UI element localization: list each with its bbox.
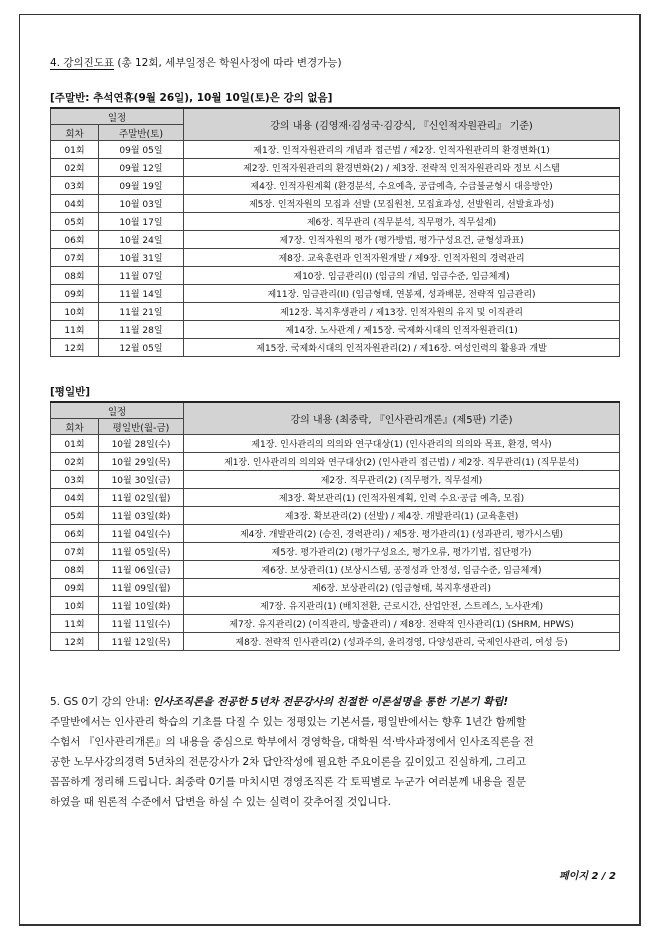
weekday-schedule-header: 일정 bbox=[51, 402, 184, 419]
weekend-round-cell: 02회 bbox=[51, 159, 99, 177]
page-number: 페이지 2 / 2 bbox=[559, 871, 616, 882]
table-row bbox=[51, 195, 620, 213]
weekend-round-header: 회차 bbox=[51, 125, 99, 141]
weekday-date-cell: 10월 30일(금) bbox=[99, 471, 184, 489]
weekend-round-cell: 08회 bbox=[51, 267, 99, 285]
table-row bbox=[51, 321, 620, 339]
table-row bbox=[51, 597, 620, 615]
weekday-content-cell: 제5장. 평가관리(2) (평가구성요소, 평가오류, 평가기법, 집단평가) bbox=[184, 543, 620, 561]
weekday-content-cell: 제7장. 유지관리(2) (이직관리, 방출관리) / 제8장. 전략적 인사관리(1) (SHRM, HPWS) bbox=[184, 615, 620, 633]
weekend-date-cell: 11월 28일 bbox=[99, 321, 184, 339]
weekday-content-cell: 제3장. 확보관리(2) (선발) / 제4장. 개발관리(1) (교육훈련) bbox=[184, 507, 620, 525]
table-row bbox=[51, 615, 620, 633]
weekday-round-header: 회차 bbox=[51, 419, 99, 435]
weekend-content-cell: 제6장. 직무관리 (직무분석, 직무평가, 직무설계) bbox=[184, 213, 620, 231]
weekend-date-cell: 10월 31일 bbox=[99, 249, 184, 267]
section5-title-prefix: 5. GS 0기 강의 안내: bbox=[50, 696, 153, 708]
weekend-schedule-table bbox=[50, 107, 620, 357]
weekend-content-cell: 제1장. 인적자원관리의 개념과 접근법 / 제2장. 인적자원관리의 환경변화(1) bbox=[184, 141, 620, 159]
weekday-round-cell: 02회 bbox=[51, 453, 99, 471]
weekday-table-body bbox=[51, 435, 620, 651]
table-row bbox=[51, 285, 620, 303]
weekday-date-cell: 11월 02일(월) bbox=[99, 489, 184, 507]
weekend-content-cell: 제11장. 임금관리(II) (임금형태, 연봉제, 성과배분, 전략적 임금관리) bbox=[184, 285, 620, 303]
weekend-content-cell: 제8장. 교육훈련과 인적자원개발 / 제9장. 인적자원의 경력관리 bbox=[184, 249, 620, 267]
table-row bbox=[51, 579, 620, 597]
table-row bbox=[51, 525, 620, 543]
weekend-content-cell: 제12장. 복지후생관리 / 제13장. 인적자원의 유지 및 이직관리 bbox=[184, 303, 620, 321]
weekday-date-cell: 11월 04일(수) bbox=[99, 525, 184, 543]
table-row bbox=[51, 159, 620, 177]
weekend-content-cell: 제15장. 국제화시대의 인적자원관리(2) / 제16장. 여성인력의 활용과 개발 bbox=[184, 339, 620, 357]
weekday-content-cell: 제3장. 확보관리(1) (인적자원계획, 인력 수요·공급 예측, 모집) bbox=[184, 489, 620, 507]
weekday-date-cell: 11월 11일(수) bbox=[99, 615, 184, 633]
section5-title bbox=[50, 692, 625, 712]
weekday-date-cell: 10월 29일(목) bbox=[99, 453, 184, 471]
table-row bbox=[51, 231, 620, 249]
table-row bbox=[51, 339, 620, 357]
weekend-content-cell: 제5장. 인적자원의 모집과 선발 (모집원천, 모집효과성, 선발원리, 선발효과성) bbox=[184, 195, 620, 213]
weekend-label: [주말반: 추석연휴(9월 26일), 10월 10일(토)은 강의 없음] bbox=[50, 92, 333, 104]
weekday-content-cell: 제1장. 인사관리의 의의와 연구대상(1) (인사관리의 의의와 목표, 환경, 역사) bbox=[184, 435, 620, 453]
section5-line: 하였을 때 원론적 수준에서 답변을 하실 수 있는 실력이 갖추어질 것입니다. bbox=[50, 796, 392, 808]
table-row bbox=[51, 141, 620, 159]
weekday-content-cell: 제1장. 인사관리의 의의와 연구대상(2) (인사관리 접근법) / 제2장. 직무관리(1) (직무분석) bbox=[184, 453, 620, 471]
weekday-label: [평일반] bbox=[50, 386, 91, 398]
weekday-round-cell: 10회 bbox=[51, 597, 99, 615]
table-row bbox=[51, 453, 620, 471]
weekday-round-cell: 03회 bbox=[51, 471, 99, 489]
weekday-schedule-table bbox=[50, 401, 620, 651]
weekend-content-cell: 제2장. 인적자원관리의 환경변화(2) / 제3장. 전략적 인적자원관리와 정보 시스템 bbox=[184, 159, 620, 177]
weekend-date-cell: 11월 07일 bbox=[99, 267, 184, 285]
weekday-round-cell: 11회 bbox=[51, 615, 99, 633]
table-row bbox=[51, 267, 620, 285]
weekend-date-cell: 11월 21일 bbox=[99, 303, 184, 321]
weekday-date-cell: 11월 12일(목) bbox=[99, 633, 184, 651]
weekday-date-cell: 11월 03일(화) bbox=[99, 507, 184, 525]
section4-number: 4. 강의진도표 bbox=[50, 57, 115, 69]
weekend-date-cell: 10월 17일 bbox=[99, 213, 184, 231]
table-row bbox=[51, 507, 620, 525]
weekend-content-cell: 제10장. 임금관리(I) (임금의 개념, 임금수준, 임금체계) bbox=[184, 267, 620, 285]
weekend-date-cell: 12월 05일 bbox=[99, 339, 184, 357]
weekend-content-cell: 제14장. 노사관계 / 제15장. 국제화시대의 인적자원관리(1) bbox=[184, 321, 620, 339]
weekend-schedule-header: 일정 bbox=[51, 108, 184, 125]
table-row bbox=[51, 177, 620, 195]
table-row bbox=[51, 561, 620, 579]
section5-line: 수험서 『인사관리개론』의 내용을 중심으로 학부에서 경영학을, 대학원 석·박사과정에서 인사조직론을 전 bbox=[50, 736, 534, 748]
section5-title-highlight: 인사조직론을 전공한 5년차 전문강사의 친절한 이론설명을 통한 기본기 확립! bbox=[152, 696, 509, 708]
table-row bbox=[51, 213, 620, 231]
section5-line: 공한 노무사강의경력 5년차의 전문강사가 2차 답안작성에 필요한 주요이론을 깊이있고 진실하게, 그리고 bbox=[50, 756, 527, 768]
weekend-date-header: 주말반(토) bbox=[99, 125, 184, 141]
weekday-round-cell: 05회 bbox=[51, 507, 99, 525]
weekday-content-cell: 제4장. 개발관리(2) (승진, 경력관리) / 제5장. 평가관리(1) (성과관리, 평가시스템) bbox=[184, 525, 620, 543]
table-row bbox=[51, 633, 620, 651]
table-row bbox=[51, 303, 620, 321]
weekend-content-cell: 제7장. 인적자원의 평가 (평가방법, 평가구성요건, 균형성과표) bbox=[184, 231, 620, 249]
weekday-date-cell: 11월 10일(화) bbox=[99, 597, 184, 615]
weekday-date-cell: 10월 28일(수) bbox=[99, 435, 184, 453]
section5-line: 꼼꼼하게 정리해 드립니다. 최중락 0기를 마치시면 경영조직론 각 토픽별로 누군가 여러분께 내용을 질문 bbox=[50, 776, 527, 788]
table-row bbox=[51, 249, 620, 267]
weekday-date-cell: 11월 05일(목) bbox=[99, 543, 184, 561]
weekend-content-header: 강의 내용 (김영재·김성국·김강식, 『신인적자원관리』 기준) bbox=[184, 108, 620, 141]
weekend-round-cell: 01회 bbox=[51, 141, 99, 159]
weekend-round-cell: 04회 bbox=[51, 195, 99, 213]
weekday-content-header: 강의 내용 (최중락, 『인사관리개론』(제5판) 기준) bbox=[184, 402, 620, 435]
weekend-date-cell: 11월 14일 bbox=[99, 285, 184, 303]
weekend-round-cell: 11회 bbox=[51, 321, 99, 339]
section4-title bbox=[50, 55, 342, 70]
weekend-round-cell: 09회 bbox=[51, 285, 99, 303]
table-row bbox=[51, 471, 620, 489]
weekend-table-body bbox=[51, 141, 620, 357]
weekday-content-cell: 제8장. 전략적 인사관리(2) (성과주의, 윤리경영, 다양성관리, 국제인사관리, 여성 등) bbox=[184, 633, 620, 651]
weekday-round-cell: 07회 bbox=[51, 543, 99, 561]
weekday-content-cell: 제7장. 유지관리(1) (배치전환, 근로시간, 산업안전, 스트레스, 노사관계) bbox=[184, 597, 620, 615]
table-row bbox=[51, 435, 620, 453]
weekday-content-cell: 제6장. 보상관리(1) (보상시스템, 공정성과 안정성, 임금수준, 임금체계) bbox=[184, 561, 620, 579]
weekend-date-cell: 09월 05일 bbox=[99, 141, 184, 159]
weekday-round-cell: 04회 bbox=[51, 489, 99, 507]
weekday-round-cell: 06회 bbox=[51, 525, 99, 543]
section4-subtitle: (총 12회, 세부일정은 학원사정에 따라 변경가능) bbox=[114, 57, 342, 69]
weekend-round-cell: 05회 bbox=[51, 213, 99, 231]
weekday-round-cell: 09회 bbox=[51, 579, 99, 597]
weekend-content-cell: 제4장. 인적자원계획 (환경분석, 수요예측, 공급예측, 수급불균형시 대응방안) bbox=[184, 177, 620, 195]
section5-line: 주말반에서는 인사관리 학습의 기초를 다질 수 있는 정평있는 기본서를, 평일반에서는 향후 1년간 함께할 bbox=[50, 716, 527, 728]
table-row bbox=[51, 543, 620, 561]
table-row bbox=[51, 489, 620, 507]
weekday-date-cell: 11월 09일(월) bbox=[99, 579, 184, 597]
weekday-date-header: 평일반(월-금) bbox=[99, 419, 184, 435]
weekday-content-cell: 제2장. 직무관리(2) (직무평가, 직무설계) bbox=[184, 471, 620, 489]
weekend-round-cell: 06회 bbox=[51, 231, 99, 249]
weekday-round-cell: 08회 bbox=[51, 561, 99, 579]
weekend-round-cell: 10회 bbox=[51, 303, 99, 321]
weekend-round-cell: 03회 bbox=[51, 177, 99, 195]
weekend-date-cell: 09월 12일 bbox=[99, 159, 184, 177]
weekend-date-cell: 10월 24일 bbox=[99, 231, 184, 249]
weekday-round-cell: 01회 bbox=[51, 435, 99, 453]
weekday-content-cell: 제6장. 보상관리(2) (임금형태, 복지후생관리) bbox=[184, 579, 620, 597]
weekend-date-cell: 10월 03일 bbox=[99, 195, 184, 213]
weekday-date-cell: 11월 06일(금) bbox=[99, 561, 184, 579]
section5 bbox=[50, 692, 625, 812]
weekend-round-cell: 12회 bbox=[51, 339, 99, 357]
weekday-round-cell: 12회 bbox=[51, 633, 99, 651]
weekend-round-cell: 07회 bbox=[51, 249, 99, 267]
weekend-date-cell: 09월 19일 bbox=[99, 177, 184, 195]
